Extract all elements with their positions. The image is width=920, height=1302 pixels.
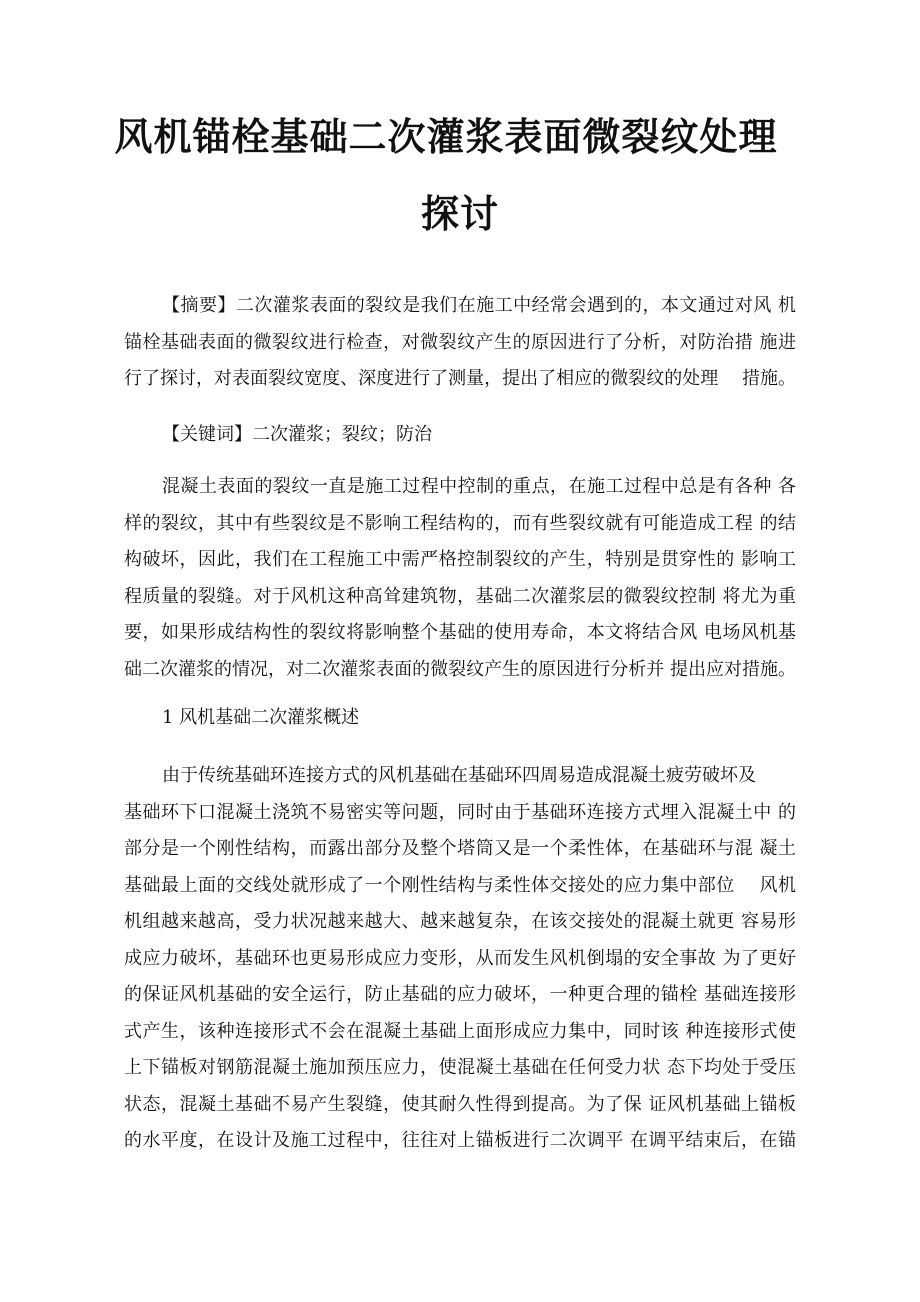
abstract-line: 【摘要】二次灌浆表面的裂纹是我们在施工中经常会遇到的，本文通过对风 机 bbox=[162, 295, 796, 316]
body-line: 基础最上面的交线处就形成了一个刚性结构与柔性体交接处的应力集中部位 风机 bbox=[124, 874, 796, 896]
body-line: 基础环下口混凝土浇筑不易密实等问题，同时由于基础环连接方式埋入混凝土中 的 bbox=[124, 801, 796, 823]
body-line: 机组越来越高，受力状况越来越大、越来越复杂，在该交接处的混凝土就更 容易形 bbox=[124, 911, 796, 932]
section-1-paragraph bbox=[124, 758, 796, 1160]
intro-line: 础二次灌浆的情况，对二次灌浆表面的微裂纹产生的原因进行分析并 提出应对措施。 bbox=[124, 658, 796, 680]
intro-line: 样的裂纹，其中有些裂纹是不影响工程结构的，而有些裂纹就有可能造成工程 的结 bbox=[124, 512, 796, 534]
body-line: 成应力破坏，基础环也更易形成应力变形，从而发生风机倒塌的安全事故 为了更好 bbox=[124, 947, 796, 969]
body-line: 的保证风机基础的安全运行，防止基础的应力破坏，一种更合理的锚栓 基础连接形 bbox=[124, 984, 796, 1005]
section-heading: 1 风机基础二次灌浆概述 bbox=[162, 707, 360, 728]
abstract-paragraph bbox=[124, 288, 796, 398]
body-line: 由于传统基础环连接方式的风机基础在基础环四周易造成混凝土疲劳破坏及 bbox=[162, 765, 756, 786]
abstract-line: 行了探讨，对表面裂纹宽度、深度进行了测量，提出了相应的微裂纹的处理 措施。 bbox=[124, 368, 796, 389]
body-line: 的水平度，在设计及施工过程中，往往对上锚板进行二次调平 在调平结束后，在锚 bbox=[124, 1130, 796, 1151]
section-1-heading-block bbox=[124, 700, 796, 737]
intro-line: 程质量的裂缝。对于风机这种高耸建筑物，基础二次灌浆层的微裂纹控制 将尤为重 bbox=[124, 585, 796, 607]
intro-line: 要，如果形成结构性的裂纹将影响整个基础的使用寿命，本文将结合风 电场风机基 bbox=[124, 622, 796, 643]
body-line: 上下锚板对钢筋混凝土施加预压应力，使混凝土基础在任何受力状 态下均处于受压 bbox=[124, 1057, 796, 1078]
intro-line: 构破坏，因此，我们在工程施工中需严格控制裂纹的产生，特别是贯穿性的 影响工 bbox=[124, 549, 796, 570]
body-line: 式产生，该种连接形式不会在混凝土基础上面形成应力集中，同时该 种连接形式使 bbox=[124, 1020, 796, 1042]
document-title-line-1: 风机锚栓基础二次灌浆表面微裂纹处理 bbox=[114, 115, 778, 159]
document-title-line-2: 探讨 bbox=[420, 192, 499, 236]
keywords-paragraph bbox=[124, 417, 796, 454]
intro-line: 混凝土表面的裂纹一直是施工过程中控制的重点，在施工过程中总是有各种 各 bbox=[162, 476, 796, 497]
body-line: 状态，混凝土基础不易产生裂缝，使其耐久性得到提高。为了保 证风机基础上锚板 bbox=[124, 1093, 796, 1115]
abstract-line: 锚栓基础表面的微裂纹进行检查，对微裂纹产生的原因进行了分析，对防治措 施进 bbox=[124, 331, 796, 353]
intro-paragraph bbox=[124, 469, 796, 688]
keywords-line: 【关键词】二次灌浆；裂纹；防治 bbox=[162, 424, 432, 445]
body-line: 部分是一个刚性结构，而露出部分及整个塔筒又是一个柔性体，在基础环与混 凝土 bbox=[124, 838, 796, 859]
